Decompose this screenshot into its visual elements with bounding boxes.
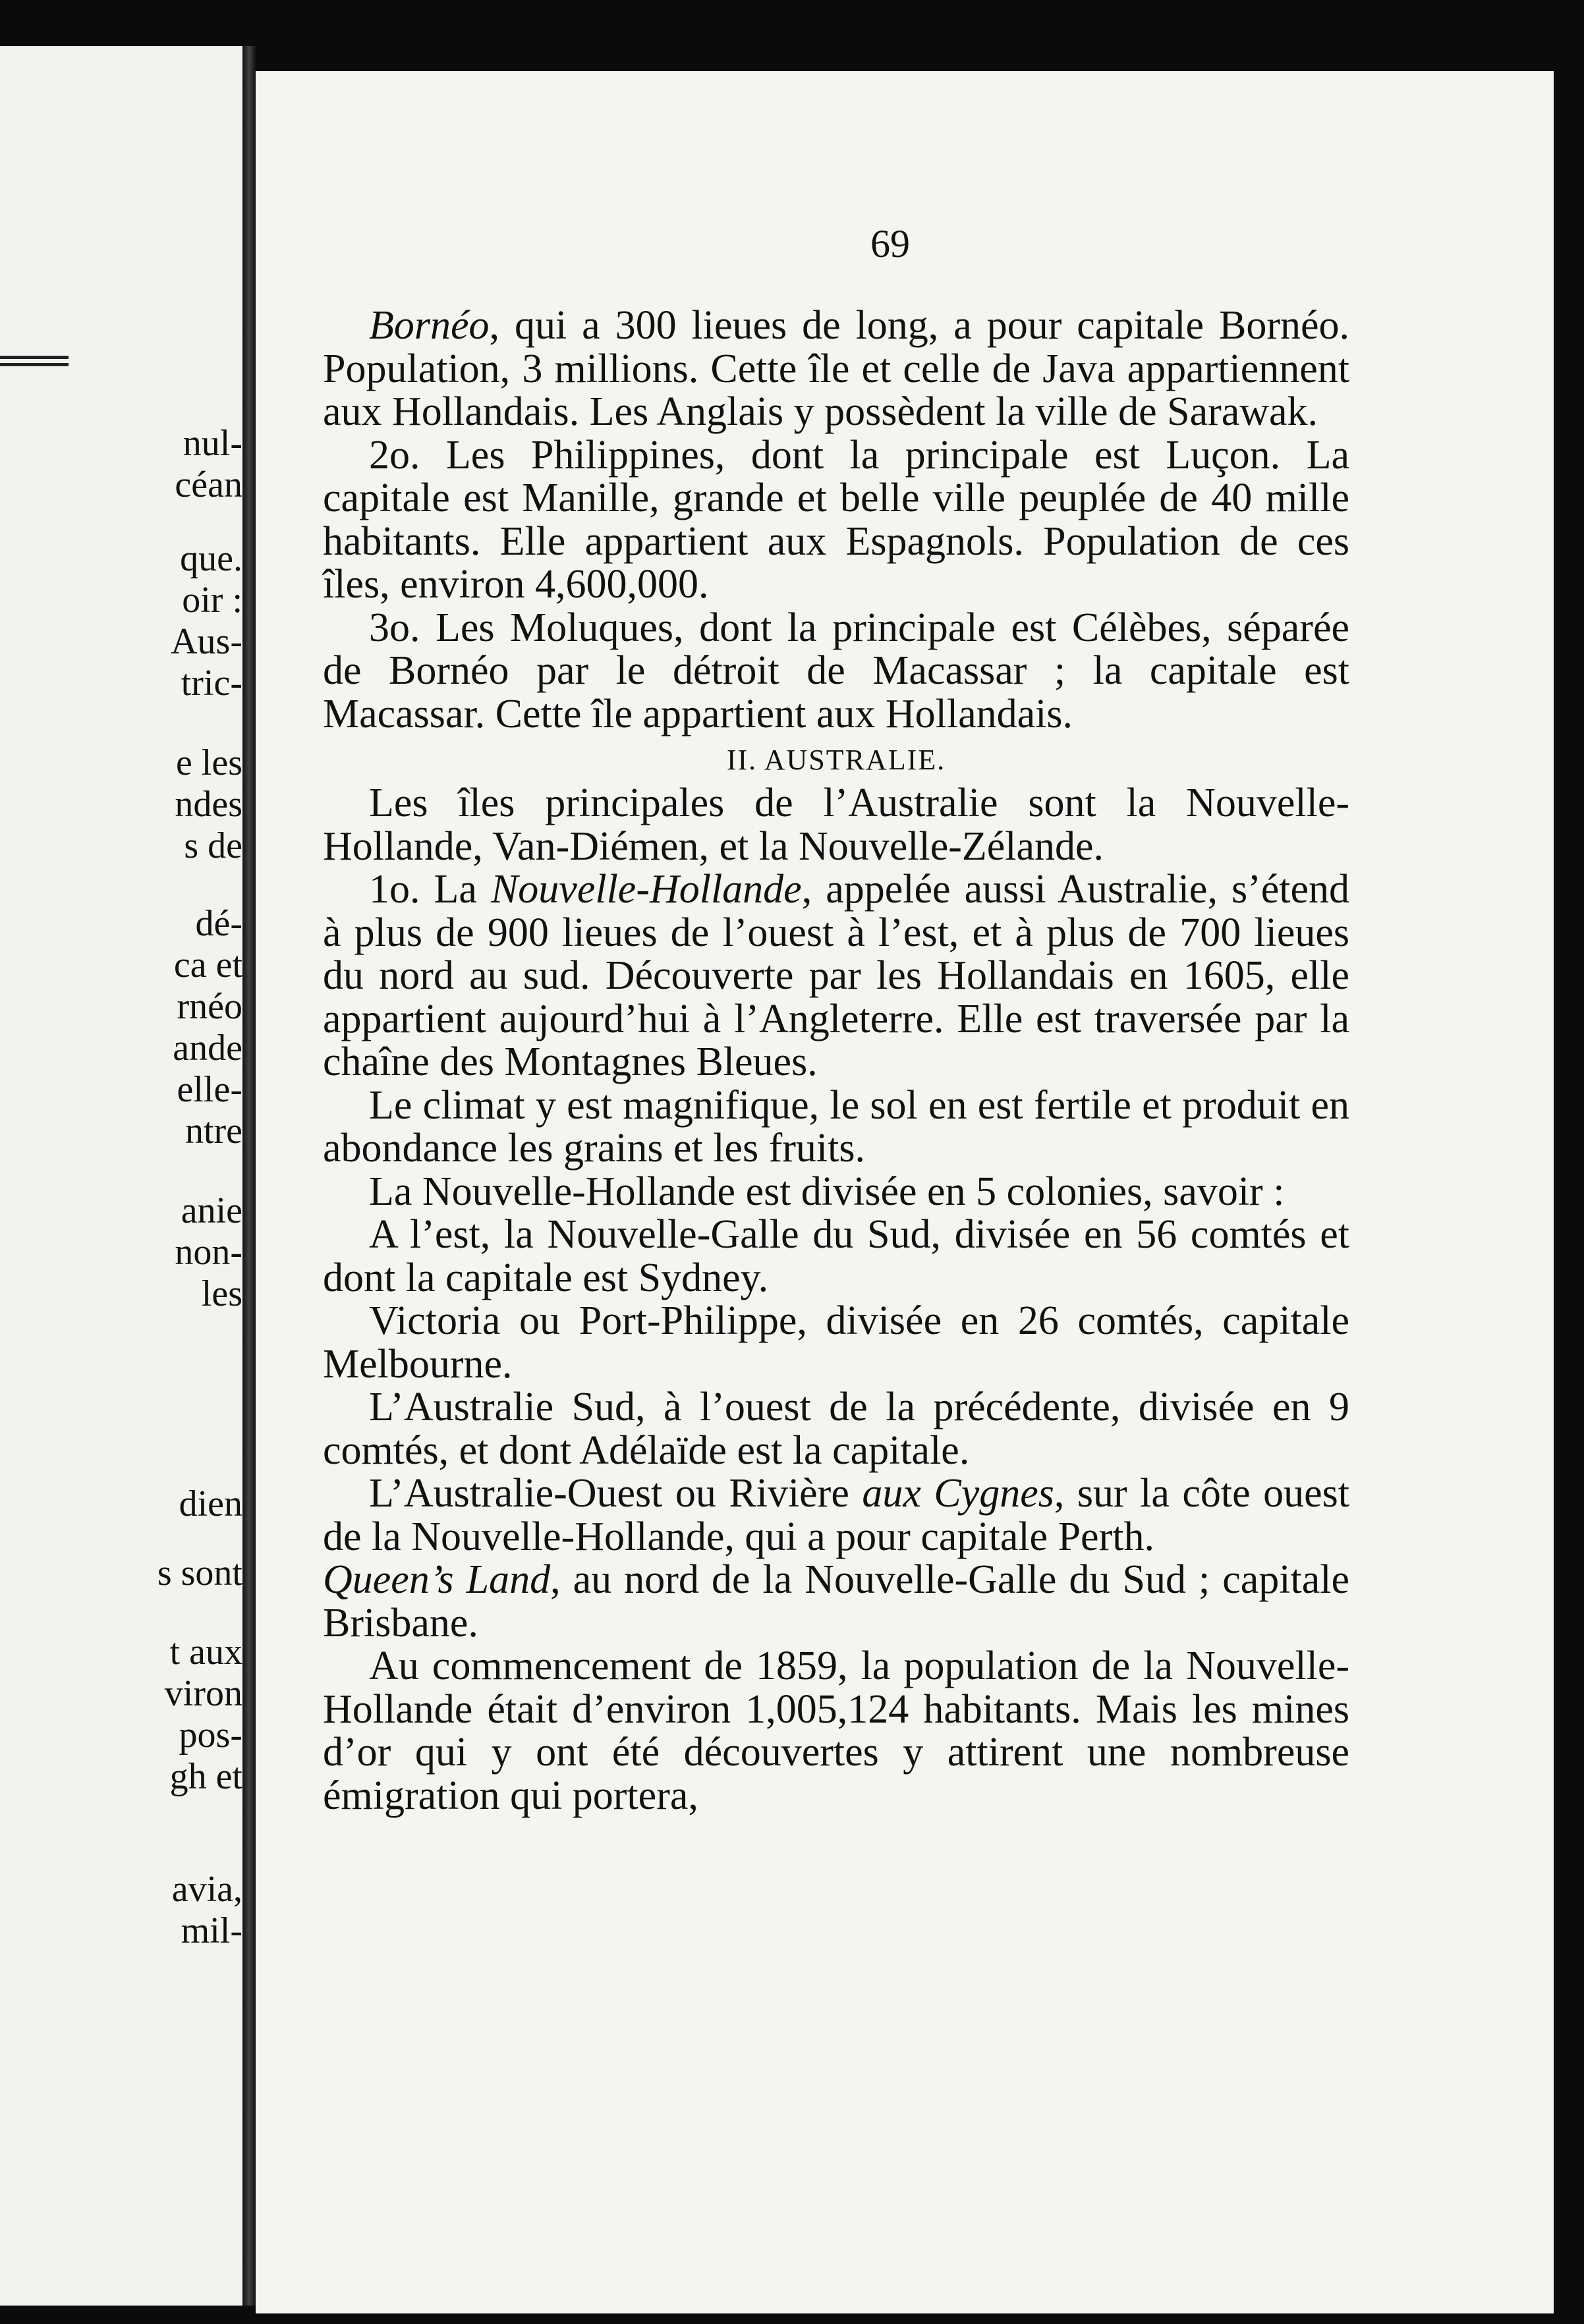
page-number: 69	[870, 222, 910, 265]
left-margin-fragment: mil-	[181, 1910, 242, 1951]
left-margin-fragment: Aus-	[171, 621, 242, 662]
italic-term: Queen’s Land	[323, 1557, 551, 1602]
paragraph-victoria: Victoria ou Port-Philippe, divisée en 26 comtés, capitale Melbourne.	[323, 1298, 1349, 1387]
paragraph-nouvelle-hollande	[323, 868, 1349, 1084]
left-margin-fragment: s sont	[157, 1553, 242, 1593]
left-margin-fragment: e les	[175, 742, 242, 783]
section-heading: II. AUSTRALIE.	[726, 744, 946, 776]
paragraph-borneo	[323, 304, 1349, 434]
left-margin-fragment: ca et	[173, 945, 242, 985]
italic-term: Bornéo	[369, 303, 490, 348]
left-margin-fragment: ntre	[184, 1111, 242, 1151]
left-margin-fragments	[0, 46, 242, 2306]
left-margin-fragment: pos-	[179, 1715, 242, 1756]
left-margin-fragment: avia,	[171, 1869, 242, 1910]
left-facing-page	[0, 46, 242, 2306]
paragraph-australie-ouest	[323, 1472, 1349, 1559]
paragraph-colonies: La Nouvelle-Hollande est divisée en 5 colonies, savoir :	[369, 1169, 1285, 1214]
left-margin-fragment: ndes	[175, 784, 242, 825]
paragraph-moluques: 3o. Les Moluques, dont la principale est Célèbes, séparée de Bornéo par le détroit de Macassar ; la capitale est Macassar. Cette île appartient aux Hollandais.	[323, 605, 1349, 736]
left-margin-fragment: dé-	[195, 903, 242, 944]
left-margin-fragment: céan	[175, 464, 242, 505]
paragraph-text: , sur la côte ouest de la Nouvelle-Hollande, qui a pour capitale Perth.	[323, 1471, 1349, 1559]
left-margin-fragment: gh et	[169, 1756, 242, 1797]
paragraph-text: L’Australie-Ouest ou Rivière	[369, 1471, 863, 1516]
left-margin-fragment: tric-	[181, 663, 242, 704]
left-margin-fragment: nul-	[183, 423, 242, 464]
body-text	[323, 304, 1349, 1817]
left-margin-fragment: anie	[181, 1190, 242, 1231]
left-margin-fragment: t aux	[169, 1632, 242, 1673]
italic-term: aux Cygnes	[862, 1471, 1054, 1516]
paragraph-text: , qui a 300 lieues de long, a pour capitale Bornéo. Population, 3 millions. Cette île et celle de Java appartiennent aux Hollandais. Les Anglais y possèdent la ville de Sarawak.	[323, 303, 1349, 434]
paragraph-philippines: 2o. Les Philippines, dont la principale est Luçon. La capitale est Manille, grande et belle ville peuplée de 40 mille habitants. Elle appartient aux Espagnols. Population de ces îles, environ 4,600,000.	[323, 432, 1349, 607]
paragraph-text: , appelée aussi Australie, s’étend à plus de 900 lieues de l’ouest à l’est, et à plus de 700 lieues du nord au sud. Découverte par les Hollandais en 1605, elle appartient aujourd’hui à l’Angleterre. Elle est traversée par la chaîne des Montagnes Bleues.	[323, 867, 1350, 1084]
book-gutter	[242, 46, 256, 2306]
paragraph-australie-intro: Les îles principales de l’Australie sont la Nouvelle-Hollande, Van-Diémen, et la Nouvelle-Zélande.	[323, 781, 1349, 869]
left-margin-fragment: ande	[173, 1028, 242, 1068]
left-margin-fragment: s de	[184, 825, 242, 866]
left-margin-fragment: oir :	[182, 580, 242, 621]
paragraph-text: 1o. La	[369, 867, 491, 912]
italic-term: Nouvelle-Hollande	[490, 867, 802, 912]
left-margin-fragment: rnéo	[177, 986, 242, 1027]
paragraph-text: , au nord de la Nouvelle-Galle du Sud ; capitale Brisbane.	[323, 1557, 1350, 1646]
paragraph-australie-sud: L’Australie Sud, à l’ouest de la précédente, divisée en 9 comtés, et dont Adélaïde est la capitale.	[323, 1385, 1349, 1473]
left-margin-fragment: elle-	[177, 1069, 242, 1110]
left-margin-fragment: dien	[179, 1483, 242, 1524]
paragraph-climat: Le climat y est magnifique, le sol en est fertile et produit en abondance les grains et les fruits.	[323, 1082, 1349, 1171]
paragraph-population: Au commencement de 1859, la population de la Nouvelle-Hollande était d’environ 1,005,124 habitants. Mais les mines d’or qui y ont été découvertes y attirent une nombreuse émigration qui portera,	[323, 1644, 1349, 1818]
left-margin-fragment: viron	[164, 1673, 242, 1714]
left-margin-fragment: que.	[180, 538, 242, 579]
left-margin-fragment: les	[201, 1273, 242, 1314]
paragraph-queens-land	[323, 1559, 1349, 1645]
left-margin-fragment: non-	[175, 1232, 242, 1273]
paragraph-nouvelle-galle: A l’est, la Nouvelle-Galle du Sud, divisée en 56 comtés et dont la capitale est Sydney.	[323, 1212, 1349, 1300]
